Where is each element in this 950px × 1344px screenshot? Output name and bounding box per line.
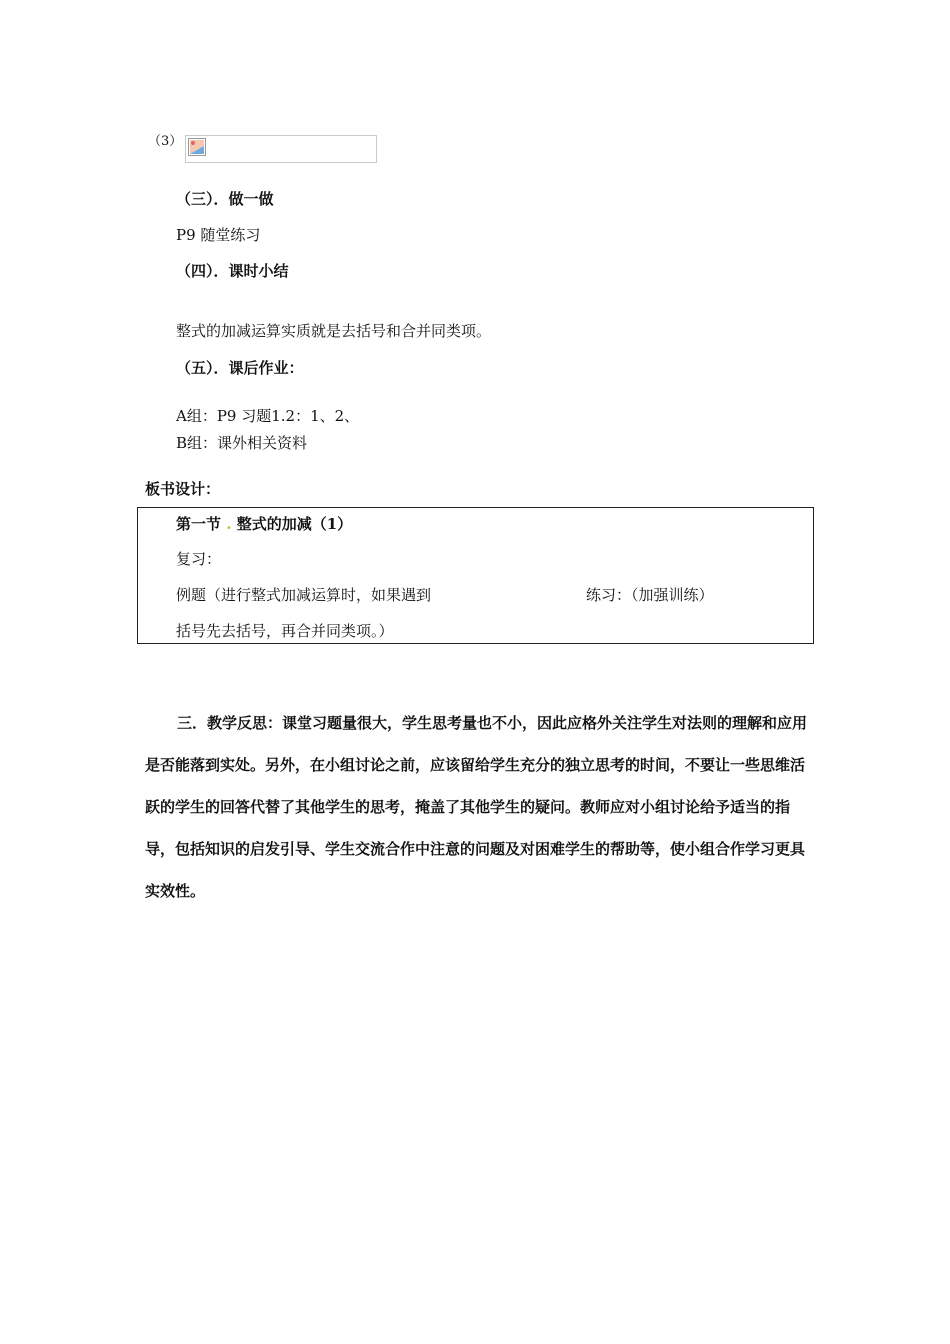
board-title — [176, 513, 352, 534]
teaching-reflection — [145, 702, 815, 912]
board-heading: 板书设计： — [145, 480, 221, 498]
homework-a: A组：P9 习题1.2：1、2、 — [176, 407, 360, 425]
board-title-main: 整式的加减（1） — [236, 515, 353, 533]
section-4-title: （四）．课时小结 — [176, 262, 289, 280]
board-example-line1: 例题（进行整式加减运算时，如果遇到 — [176, 586, 432, 604]
board-design-box — [137, 507, 814, 644]
board-example-line2: 括号先去括号，再合并同类项。） — [176, 622, 394, 640]
section-3-title: （三）．做一做 — [176, 190, 274, 208]
board-review: 复习： — [176, 550, 222, 568]
board-practice: 练习：（加强训练） — [586, 586, 714, 604]
section-3-body: P9 随堂练习 — [176, 226, 261, 244]
broken-image-icon — [188, 138, 206, 156]
item-3-label: （3） — [148, 134, 183, 149]
reflection-text: 三．教学反思：课堂习题量很大，学生思考量也不小，因此应格外关注学生对法则的理解和应用是否能落到实处。另外，在小组讨论之前，应该留给学生充分的独立思考的时间，不要让一些思维活跃的学生的回答代替了其他学生的思考，掩盖了其他学生的疑问。教师应对小组讨论给予适当的指导，包括知识的启发引导、学生交流合作中注意的问题及对困难学生的帮助等，使小组合作学习更具实效性。 — [145, 714, 808, 900]
broken-image-placeholder — [185, 135, 377, 163]
board-title-prefix: 第一节 — [176, 515, 222, 533]
homework-b: B组：课外相关资料 — [176, 434, 308, 452]
section-4-body: 整式的加减运算实质就是去括号和合并同类项。 — [176, 322, 492, 340]
section-5-title: （五）．课后作业： — [176, 359, 304, 377]
board-title-dot: . — [226, 515, 232, 533]
